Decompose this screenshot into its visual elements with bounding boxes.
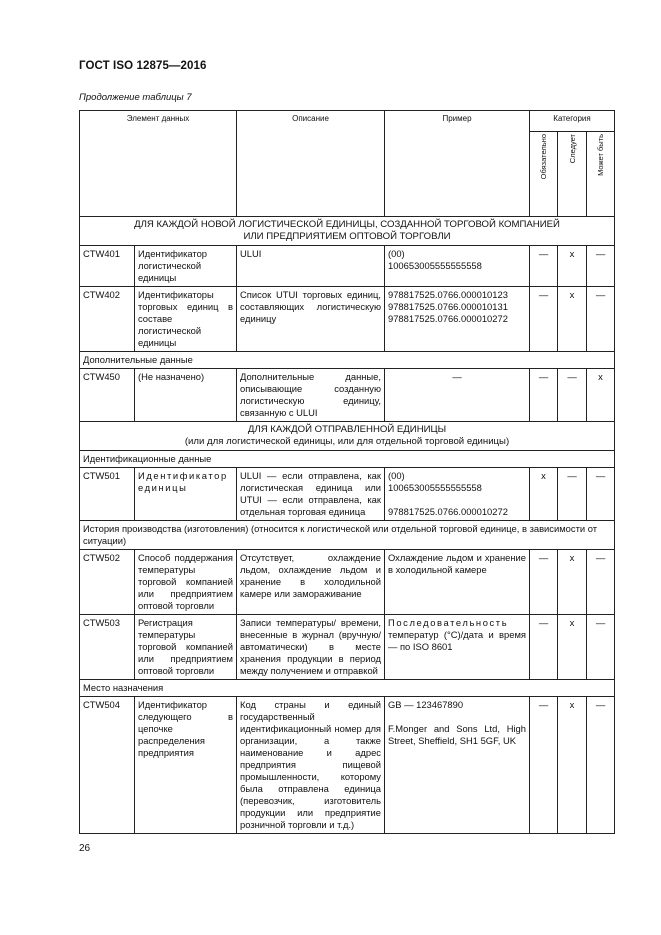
row-optional: — [587,550,615,615]
subsection-title-additional: Дополнительные данные [80,352,615,369]
row-example [385,246,530,287]
section-title-line-2: ИЛИ ПРЕДПРИЯТИЕМ ОПТОВОЙ ТОРГОВЛИ [243,231,451,242]
row-recommended: — [558,369,587,422]
example-line: 100653005555555558 [388,260,482,271]
history-note: (относится к логистической или отдельной торговой единице, в зависимости от ситуации) [83,523,598,546]
col-header-category: Категория [530,111,615,132]
subsection-title-history [80,521,615,550]
data-elements-table [79,110,615,834]
example-line: F.Monger and Sons Ltd, High Street, Sheffield, SH1 5GF, UK [388,723,526,746]
row-example: — [385,369,530,422]
row-example [385,615,530,680]
table-row [80,550,615,615]
section-title-line-1: ДЛЯ КАЖДОЙ НОВОЙ ЛОГИСТИЧЕСКОЙ ЕДИНИЦЫ, СОЗДАННОЙ ТОРГОВОЙ КОМПАНИЕЙ [134,219,560,230]
row-optional: — [587,468,615,521]
mandatory-label: Обязательно [539,134,548,180]
row-element: Регистрация температуры торговой компанией или предприятием оптовой торговли [135,615,237,680]
section-title-line: ДЛЯ КАЖДОЙ ОТПРАВЛЕННОЙ ЕДИНИЦЫ [247,424,447,435]
example-line: 978817525.0766.000010272 [388,313,508,324]
section-subtitle: (или для логистической единицы, или для отдельной торговой единицы) [184,436,510,447]
row-element: Идентификатор единицы [135,468,237,521]
row-optional: — [587,615,615,680]
row-description: ULUI — если отправлена, как логистическая единица или UTUI — если отправлена, как отдельная торговая единица [237,468,385,521]
example-spacer [388,711,526,723]
subsection-title-identification: Идентификационные данные [80,451,615,468]
section-row-new-logistic-unit [80,217,615,246]
row-optional: — [587,246,615,287]
example-line: 978817525.0766.000010272 [388,506,508,517]
row-mandatory: — [530,287,558,352]
subsection-row-additional [80,352,615,369]
example-line: 978817525.0766.000010131 [388,301,508,312]
row-description: Отсутствует, охлаждение льдом, охлаждение льдом и хранение в холодильной камере или замораживание [237,550,385,615]
header-row-1 [80,111,615,132]
row-recommended: — [558,468,587,521]
page-number: 26 [79,843,91,854]
history-title: История производства (изготовления) [83,523,249,534]
row-recommended: x [558,287,587,352]
row-optional: x [587,369,615,422]
section-title-new-logistic-unit [80,217,615,246]
example-line: 978817525.0766.000010123 [388,289,508,300]
row-element: Идентификаторы торговых единиц в составе логистической единицы [135,287,237,352]
row-mandatory: x [530,468,558,521]
row-element: Идентификатор логистической единицы [135,246,237,287]
document-code: ГОСТ ISO 12875—2016 [79,60,207,72]
row-recommended: x [558,246,587,287]
table-row [80,468,615,521]
row-element: (Не назначено) [135,369,237,422]
table-row [80,369,615,422]
row-recommended: x [558,550,587,615]
example-line: GB — 123467890 [388,699,464,710]
section-row-shipped-unit [80,422,615,451]
row-element: Способ поддержания температуры торговой компанией или предприятием оптовой торговли [135,550,237,615]
row-code: CTW504 [80,697,135,834]
row-code: CTW402 [80,287,135,352]
col-header-mandatory [530,132,558,217]
table-row [80,287,615,352]
table-caption: Продолжение таблицы 7 [79,92,192,103]
row-code: CTW503 [80,615,135,680]
table-row [80,615,615,680]
row-description: Дополнительные данные, описывающие созданную логистическую единицу, связанную с ULUI [237,369,385,422]
row-mandatory: — [530,246,558,287]
subsection-row-identification [80,451,615,468]
section-title-shipped-unit [80,422,615,451]
row-code: CTW501 [80,468,135,521]
subsection-row-history [80,521,615,550]
row-description: Записи температуры/ времени, внесенные в журнал (вручную/ автоматически) в месте хранения продукции в период между получением и отправкой [237,615,385,680]
example-line: 100653005555555558 [388,482,482,493]
row-mandatory: — [530,697,558,834]
row-recommended: x [558,615,587,680]
row-code: CTW450 [80,369,135,422]
row-description: ULUI [237,246,385,287]
row-example [385,468,530,521]
example-line: (00) [388,248,405,259]
subsection-row-destination [80,680,615,697]
col-header-element: Элемент данных [80,111,237,217]
example-spacer [388,494,526,506]
table-row [80,246,615,287]
row-description: Код страны и единый государственный идентификационный номер для организации, а также наименование и адрес предприятия пищевой промышленности, которому была отправлена единица (перевозчик, изготовитель продукции или предприятие розничной торговли и т.д.) [237,697,385,834]
example-lead: Последовательность [388,617,509,628]
recommended-label: Следует [567,134,577,164]
row-optional: — [587,287,615,352]
row-mandatory: — [530,550,558,615]
row-element: Идентификатор следующего в цепочке распределения предприятия [135,697,237,834]
row-code: CTW401 [80,246,135,287]
row-optional: — [587,697,615,834]
row-mandatory: — [530,615,558,680]
example-line: (00) [388,470,405,481]
example-rest: температур (°С)/дата и время — по ISO 8601 [388,629,526,652]
subsection-title-destination: Место назначения [80,680,615,697]
row-description: Список UTUI торговых единиц, составляющих логистическую единицу [237,287,385,352]
optional-label: Может быть [596,134,605,176]
row-example [385,697,530,834]
row-example [385,287,530,352]
row-example: Охлаждение льдом и хранение в холодильной камере [385,550,530,615]
col-header-recommended [558,132,587,217]
row-mandatory: — [530,369,558,422]
row-recommended: x [558,697,587,834]
col-header-description: Описание [237,111,385,217]
col-header-optional [587,132,615,217]
row-code: CTW502 [80,550,135,615]
col-header-example: Пример [385,111,530,217]
table-row [80,697,615,834]
